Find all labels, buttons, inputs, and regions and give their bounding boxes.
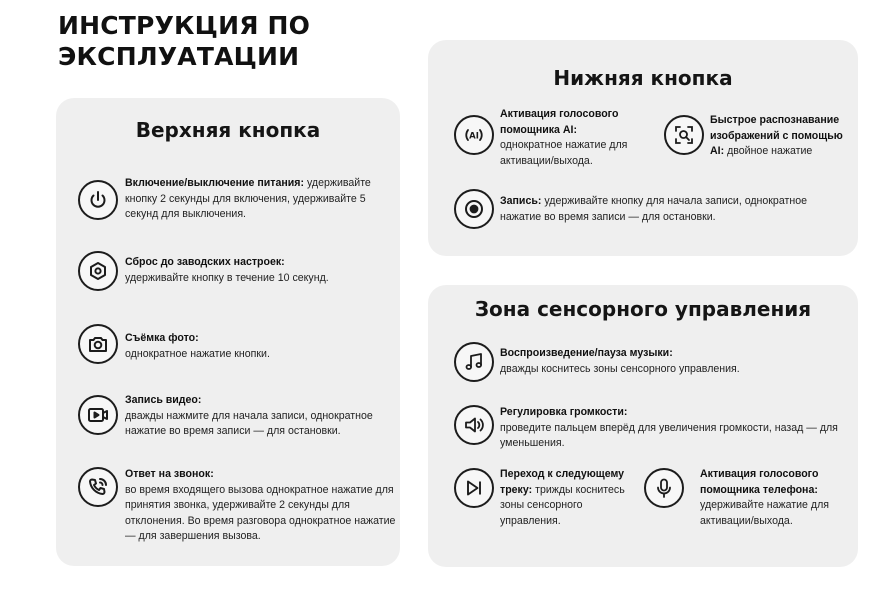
instruction-video-head: Запись видео:: [125, 394, 202, 406]
instruction-photo-head: Съёмка фото:: [125, 332, 199, 344]
instruction-next-track: [500, 467, 640, 529]
instruction-reset-body: удерживайте кнопку в течение 10 секунд.: [125, 271, 329, 284]
instruction-photo-body: однократное нажатие кнопки.: [125, 347, 270, 360]
next-track-icon: [454, 468, 494, 508]
microphone-icon: [644, 468, 684, 508]
touch-zone-card: [428, 285, 858, 567]
instruction-music-head: Воспроизведение/пауза музыки:: [500, 347, 673, 359]
instruction-power-head: Включение/выключение питания:: [125, 177, 305, 189]
page-title-line-2: ЭКСПЛУАТАЦИИ: [58, 42, 300, 71]
video-icon: [78, 395, 118, 435]
instruction-ai-voice: [500, 107, 652, 169]
instruction-music-body: дважды коснитесь зоны сенсорного управления.: [500, 362, 740, 375]
phone-icon: [78, 467, 118, 507]
ai-voice-icon: [454, 115, 494, 155]
svg-text:AI: AI: [469, 131, 479, 142]
instruction-call: [125, 467, 397, 545]
camera-icon: [78, 324, 118, 364]
instruction-video-body: дважды нажмите для начала записи, однократное нажатие во время записи — для остановки.: [125, 409, 373, 437]
instruction-next-track-body: трижды коснитесь зоны сенсорного управления.: [500, 483, 625, 527]
instruction-record: [500, 194, 840, 225]
instruction-next-track-head: Переход к следующему треку:: [500, 468, 625, 496]
bottom-button-card: [428, 40, 858, 256]
instruction-phone-assistant: [700, 467, 850, 529]
bottom-button-title: Нижняя кнопка: [553, 66, 733, 90]
instruction-call-head: Ответ на звонок:: [125, 468, 214, 480]
record-icon: [454, 189, 494, 229]
volume-icon: [454, 405, 494, 445]
top-button-title: Верхняя кнопка: [135, 118, 321, 142]
instruction-image-recognition-body: двойное нажатие: [727, 145, 813, 157]
instruction-power: [125, 176, 395, 223]
instruction-record-body: удерживайте кнопку для начала записи, однократное нажатие во время записи — для остановки.: [500, 195, 807, 223]
instruction-image-recognition-head: Быстрое распознавание изображений с помощью AI:: [710, 114, 843, 157]
instruction-volume: [500, 405, 840, 452]
instruction-volume-body: проведите пальцем вперёд для увеличения громкости, назад — для уменьшения.: [500, 421, 838, 449]
top-button-card: [56, 98, 400, 566]
reset-icon: [78, 251, 118, 291]
instruction-phone-assistant-body: удерживайте нажатие для активации/выхода.: [700, 499, 829, 527]
instruction-music: [500, 346, 840, 377]
page-title: [58, 10, 310, 72]
instruction-reset: [125, 255, 395, 286]
instruction-ai-voice-body: однократное нажатие для активации/выхода.: [500, 139, 628, 167]
instruction-call-body: во время входящего вызова однократное нажатие для принятия звонка, удерживайте 2 секунды для отклонения. Во время разговора однократное нажатие — для завершения вызова.: [125, 483, 396, 542]
instruction-record-head: Запись:: [500, 195, 542, 207]
music-icon: [454, 342, 494, 382]
power-icon: [78, 180, 118, 220]
instruction-volume-head: Регулировка громкости:: [500, 406, 628, 418]
page-title-line-1: ИНСТРУКЦИЯ ПО: [58, 11, 311, 40]
instruction-photo: [125, 331, 395, 362]
image-recognition-icon: [664, 115, 704, 155]
instruction-image-recognition: [710, 113, 855, 160]
touch-zone-title: Зона сенсорного управления: [474, 297, 812, 321]
instruction-phone-assistant-head: Активация голосового помощника телефона:: [700, 468, 819, 496]
instruction-power-body: удерживайте кнопку 2 секунды для включения, удерживайте 5 секунд для выключения.: [125, 177, 371, 220]
instruction-video: [125, 393, 397, 440]
instruction-ai-voice-head: Активация голосового помощника AI:: [500, 108, 619, 136]
instruction-reset-head: Сброс до заводских настроек:: [125, 256, 285, 268]
